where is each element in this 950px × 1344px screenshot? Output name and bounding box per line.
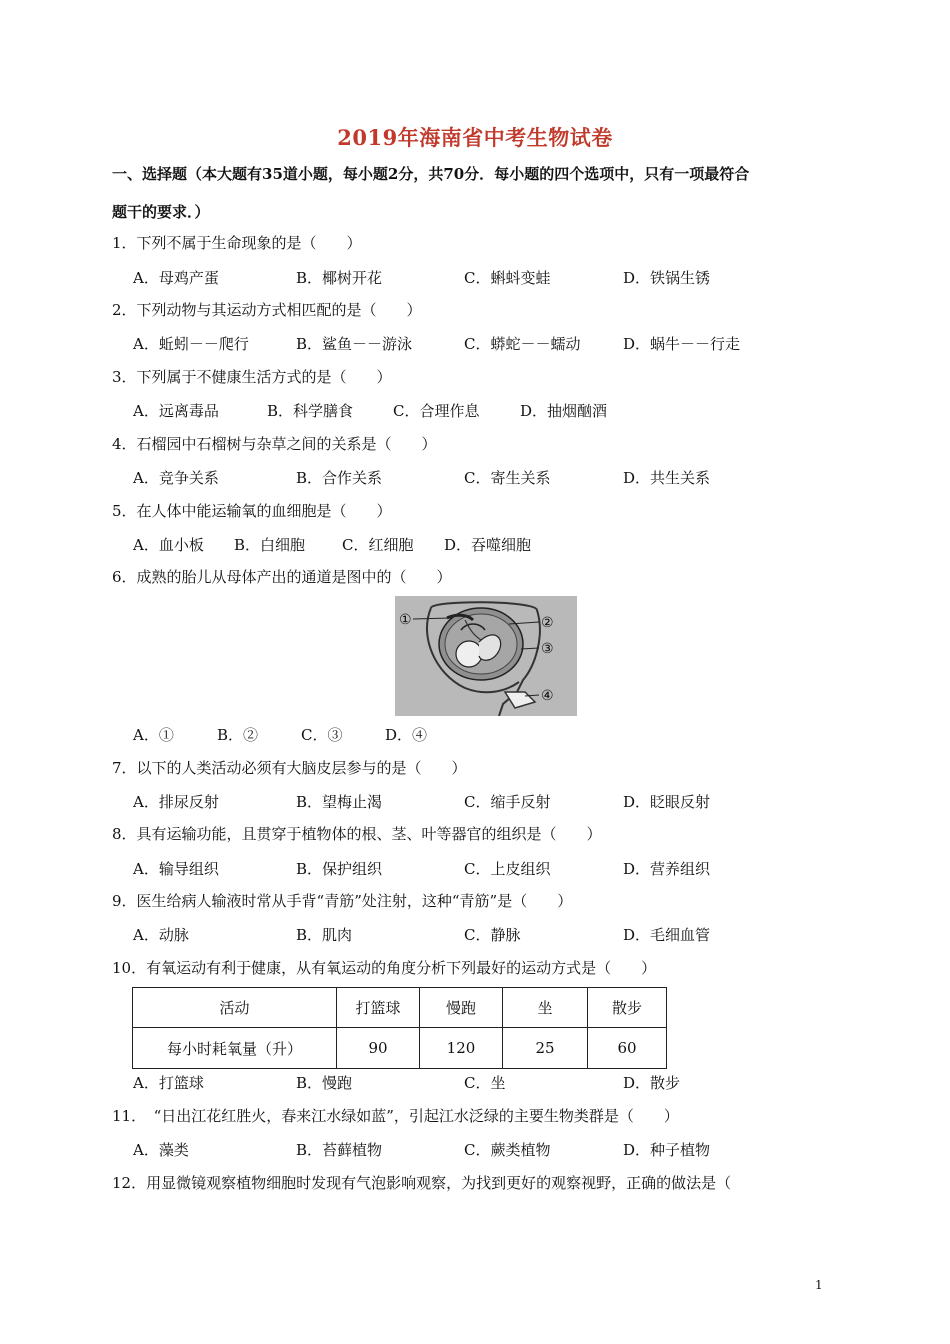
option-d: D．毛细血管: [623, 926, 711, 944]
option-a: A．蚯蚓－－爬行: [133, 335, 249, 353]
option-a: A．打篮球: [133, 1074, 204, 1092]
question-10-options: [133, 1072, 853, 1094]
question-7-stem: 7．以下的人类活动必须有大脑皮层参与的是（ ）: [112, 759, 467, 777]
option-b: B．慢跑: [296, 1074, 353, 1092]
option-c: C．③: [301, 726, 343, 744]
uterus-fetus-figure: [395, 596, 577, 716]
option-a: A．远离毒品: [133, 402, 219, 420]
table-header-cell: 活动: [133, 988, 337, 1028]
option-b: B．望梅止渴: [296, 793, 383, 811]
option-c: C．坐: [464, 1074, 506, 1092]
option-b: B．鲨鱼－－游泳: [296, 335, 413, 353]
option-c: C．合理作息: [393, 402, 480, 420]
option-d: D．④: [385, 726, 428, 744]
question-4-options: [133, 467, 853, 489]
option-d: D．散步: [623, 1074, 681, 1092]
option-a: A．输导组织: [133, 860, 219, 878]
table-row: [133, 1028, 667, 1069]
option-d: D．吞噬细胞: [444, 536, 532, 554]
question-6-options: [133, 724, 853, 746]
option-d: D．共生关系: [623, 469, 711, 487]
question-11-options: [133, 1139, 853, 1161]
option-a: A．藻类: [133, 1141, 189, 1159]
option-a: A．①: [133, 726, 174, 744]
figure-label-1: ①: [399, 612, 412, 628]
option-c: C．上皮组织: [464, 860, 551, 878]
oxygen-consumption-table: [132, 987, 667, 1069]
option-b: B．肌肉: [296, 926, 353, 944]
option-b: B．合作关系: [296, 469, 383, 487]
figure-label-4: ④: [541, 688, 554, 704]
question-9-options: [133, 924, 853, 946]
option-a: A．血小板: [133, 536, 204, 554]
uterus-diagram: [395, 596, 577, 716]
option-d: D．种子植物: [623, 1141, 711, 1159]
table-cell: 25: [503, 1028, 588, 1069]
table-header-cell: 散步: [588, 988, 667, 1028]
figure-label-3: ③: [541, 641, 554, 657]
option-b: B．保护组织: [296, 860, 383, 878]
question-1-options: [133, 267, 853, 289]
option-a: A．动脉: [133, 926, 189, 944]
question-8-options: [133, 858, 853, 880]
question-4-stem: 4．石榴园中石榴树与杂草之间的关系是（ ）: [112, 435, 437, 453]
question-2-options: [133, 333, 853, 355]
table-cell: 60: [588, 1028, 667, 1069]
option-d: D．营养组织: [623, 860, 711, 878]
question-5-options: [133, 534, 853, 556]
table-header-cell: 打篮球: [337, 988, 420, 1028]
table-cell: 120: [420, 1028, 503, 1069]
option-a: A．竞争关系: [133, 469, 219, 487]
figure-label-2: ②: [541, 615, 554, 631]
table-header-cell: 慢跑: [420, 988, 503, 1028]
option-c: C．缩手反射: [464, 793, 551, 811]
question-12-stem: 12．用显微镜观察植物细胞时发现有气泡影响观察，为找到更好的观察视野，正确的做法是（: [112, 1174, 732, 1192]
option-d: D．铁锅生锈: [623, 269, 711, 287]
option-c: C．蕨类植物: [464, 1141, 551, 1159]
option-c: C．蟒蛇－－蠕动: [464, 335, 581, 353]
question-1-stem: 1．下列不属于生命现象的是（ ）: [112, 234, 362, 252]
section-heading-cont: 题干的要求．）: [112, 203, 210, 221]
page-number: 1: [815, 1278, 823, 1292]
option-c: C．寄生关系: [464, 469, 551, 487]
question-7-options: [133, 791, 853, 813]
option-a: A．母鸡产蛋: [133, 269, 219, 287]
option-b: B．白细胞: [234, 536, 306, 554]
question-11-stem: 11． “日出江花红胜火，春来江水绿如蓝”，引起江水泛绿的主要生物类群是（ ）: [112, 1107, 679, 1125]
question-5-stem: 5．在人体中能运输氧的血细胞是（ ）: [112, 502, 392, 520]
question-6-stem: 6．成熟的胎儿从母体产出的通道是图中的（ ）: [112, 568, 452, 586]
question-3-options: [133, 400, 853, 422]
question-9-stem: 9．医生给病人输液时常从手背“青筋”处注射，这种“青筋”是（ ）: [112, 892, 573, 910]
option-b: B．科学膳食: [267, 402, 354, 420]
option-a: A．排尿反射: [133, 793, 219, 811]
option-b: B．苔藓植物: [296, 1141, 383, 1159]
section-heading: 一、选择题（本大题有35道小题，每小题2分，共70分．每小题的四个选项中，只有一项最符合: [112, 165, 750, 183]
table-cell: 90: [337, 1028, 420, 1069]
question-2-stem: 2．下列动物与其运动方式相匹配的是（ ）: [112, 301, 422, 319]
question-10-stem: 10．有氧运动有利于健康，从有氧运动的角度分析下列最好的运动方式是（ ）: [112, 959, 657, 977]
question-3-stem: 3．下列属于不健康生活方式的是（ ）: [112, 368, 392, 386]
table-cell: 每小时耗氧量（升）: [133, 1028, 337, 1069]
option-d: D．抽烟酗酒: [520, 402, 608, 420]
table-header-cell: 坐: [503, 988, 588, 1028]
option-d: D．眨眼反射: [623, 793, 711, 811]
table-header-row: [133, 988, 667, 1028]
page-title: 2019年海南省中考生物试卷: [337, 125, 613, 150]
option-c: C．红细胞: [342, 536, 414, 554]
option-c: C．静脉: [464, 926, 521, 944]
question-8-stem: 8．具有运输功能，且贯穿于植物体的根、茎、叶等器官的组织是（ ）: [112, 825, 602, 843]
option-c: C．蝌蚪变蛙: [464, 269, 551, 287]
option-b: B．②: [217, 726, 259, 744]
option-b: B．椰树开花: [296, 269, 383, 287]
option-d: D．蜗牛－－行走: [623, 335, 741, 353]
